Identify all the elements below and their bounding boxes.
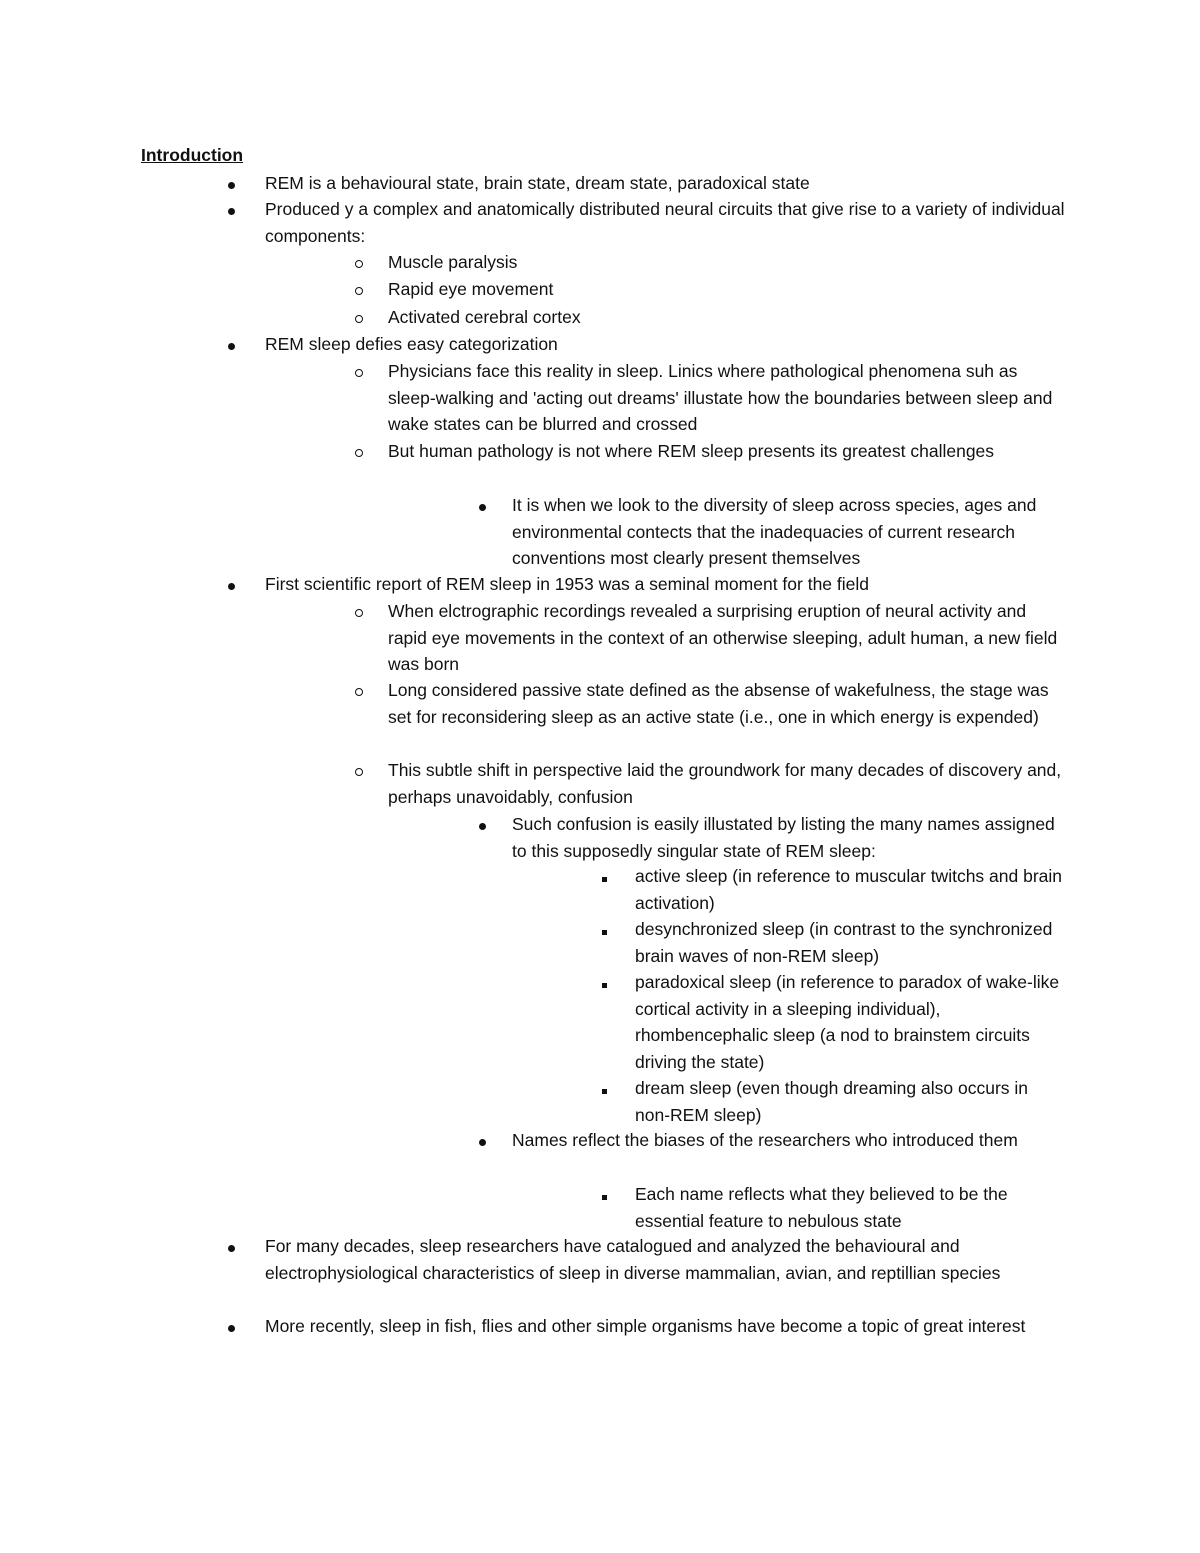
bullet-circle-icon bbox=[355, 358, 363, 385]
bullet-item bbox=[265, 331, 1065, 358]
bullet-dot-icon bbox=[479, 811, 486, 838]
bullet-dot-icon bbox=[228, 1233, 235, 1260]
bullet-circle-icon bbox=[355, 249, 363, 276]
bullet-text: Each name reflects what they believed to be the essential feature to nebulous state bbox=[635, 1184, 1008, 1231]
bullet-item bbox=[388, 304, 1063, 331]
bullet-circle-icon bbox=[355, 438, 363, 465]
bullet-text: Long considered passive state defined as the absense of wakefulness, the stage was set for reconsidering sleep as an active state (i.e., one in which energy is expended) bbox=[388, 680, 1049, 727]
section-heading: Introduction bbox=[141, 145, 244, 165]
bullet-text: Such confusion is easily illustated by listing the many names assigned to this supposedly singular state of REM sleep: bbox=[512, 814, 1055, 861]
bullet-circle-icon bbox=[355, 304, 363, 331]
bullet-square-icon bbox=[602, 1181, 607, 1208]
bullet-text: This subtle shift in perspective laid the groundwork for many decades of discovery and, perhaps unavoidably, confusion bbox=[388, 760, 1062, 807]
bullet-item bbox=[635, 863, 1065, 916]
bullet-item bbox=[265, 1313, 1065, 1340]
bullet-item bbox=[512, 492, 1064, 572]
bullet-dot-icon bbox=[228, 571, 235, 598]
bullet-text: When elctrographic recordings revealed a surprising eruption of neural activity and rapid eye movements in the context of an otherwise sleeping, adult human, a new field was born bbox=[388, 601, 1058, 674]
bullet-item bbox=[512, 811, 1064, 864]
bullet-text: REM sleep defies easy categorization bbox=[265, 334, 558, 354]
bullet-square-icon bbox=[602, 969, 607, 996]
bullet-item bbox=[265, 196, 1065, 249]
bullet-dot-icon bbox=[479, 1127, 486, 1154]
bullet-item bbox=[635, 916, 1065, 969]
bullet-item bbox=[388, 598, 1063, 678]
bullet-item bbox=[388, 358, 1063, 438]
bullet-circle-icon bbox=[355, 598, 363, 625]
bullet-item bbox=[265, 1233, 1065, 1286]
bullet-text: active sleep (in reference to muscular twitchs and brain activation) bbox=[635, 866, 1063, 913]
bullet-dot-icon bbox=[228, 170, 235, 197]
bullet-circle-icon bbox=[355, 276, 363, 303]
bullet-item bbox=[388, 677, 1063, 730]
bullet-text: For many decades, sleep researchers have catalogued and analyzed the behavioural and electrophysiological characteristics of sleep in diverse mammalian, avian, and reptillian species bbox=[265, 1236, 1001, 1283]
bullet-text: paradoxical sleep (in reference to paradox of wake-like cortical activity in a sleeping individual), rhombencephalic sleep (a nod to brainstem circuits driving the state) bbox=[635, 972, 1060, 1072]
bullet-item bbox=[635, 1075, 1065, 1128]
bullet-dot-icon bbox=[228, 331, 235, 358]
bullet-item bbox=[388, 249, 1063, 276]
bullet-text: REM is a behavioural state, brain state, dream state, paradoxical state bbox=[265, 173, 810, 193]
bullet-text: Physicians face this reality in sleep. Linics where pathological phenomena suh as sleep-walking and 'acting out dreams' illustate how the boundaries between sleep and wake states can be blurred and crossed bbox=[388, 361, 1053, 434]
bullet-square-icon bbox=[602, 1075, 607, 1102]
bullet-dot-icon bbox=[479, 492, 486, 519]
bullet-text: Produced y a complex and anatomically distributed neural circuits that give rise to a variety of individual components: bbox=[265, 199, 1065, 246]
bullet-text: desynchronized sleep (in contrast to the synchronized brain waves of non-REM sleep) bbox=[635, 919, 1053, 966]
bullet-text: dream sleep (even though dreaming also occurs in non-REM sleep) bbox=[635, 1078, 1028, 1125]
bullet-square-icon bbox=[602, 863, 607, 890]
bullet-text: Rapid eye movement bbox=[388, 279, 554, 299]
bullet-circle-icon bbox=[355, 677, 363, 704]
bullet-text: It is when we look to the diversity of sleep across species, ages and environmental contects that the inadequacies of current research conventions most clearly present themselves bbox=[512, 495, 1037, 568]
bullet-item bbox=[265, 571, 1065, 598]
bullet-text: First scientific report of REM sleep in 1953 was a seminal moment for the field bbox=[265, 574, 869, 594]
bullet-dot-icon bbox=[228, 1313, 235, 1340]
bullet-text: Names reflect the biases of the researchers who introduced them bbox=[512, 1130, 1018, 1150]
bullet-text: Activated cerebral cortex bbox=[388, 307, 581, 327]
bullet-item bbox=[265, 170, 1065, 197]
bullet-text: Muscle paralysis bbox=[388, 252, 518, 272]
bullet-item bbox=[635, 1181, 1065, 1234]
bullet-item bbox=[635, 969, 1065, 1075]
bullet-item bbox=[512, 1127, 1064, 1154]
bullet-item bbox=[388, 276, 1063, 303]
bullet-text: More recently, sleep in fish, flies and other simple organisms have become a topic of great interest bbox=[265, 1316, 1026, 1336]
bullet-square-icon bbox=[602, 916, 607, 943]
bullet-dot-icon bbox=[228, 196, 235, 223]
bullet-item bbox=[388, 438, 1063, 465]
bullet-item bbox=[388, 757, 1063, 810]
bullet-circle-icon bbox=[355, 757, 363, 784]
bullet-text: But human pathology is not where REM sleep presents its greatest challenges bbox=[388, 441, 995, 461]
